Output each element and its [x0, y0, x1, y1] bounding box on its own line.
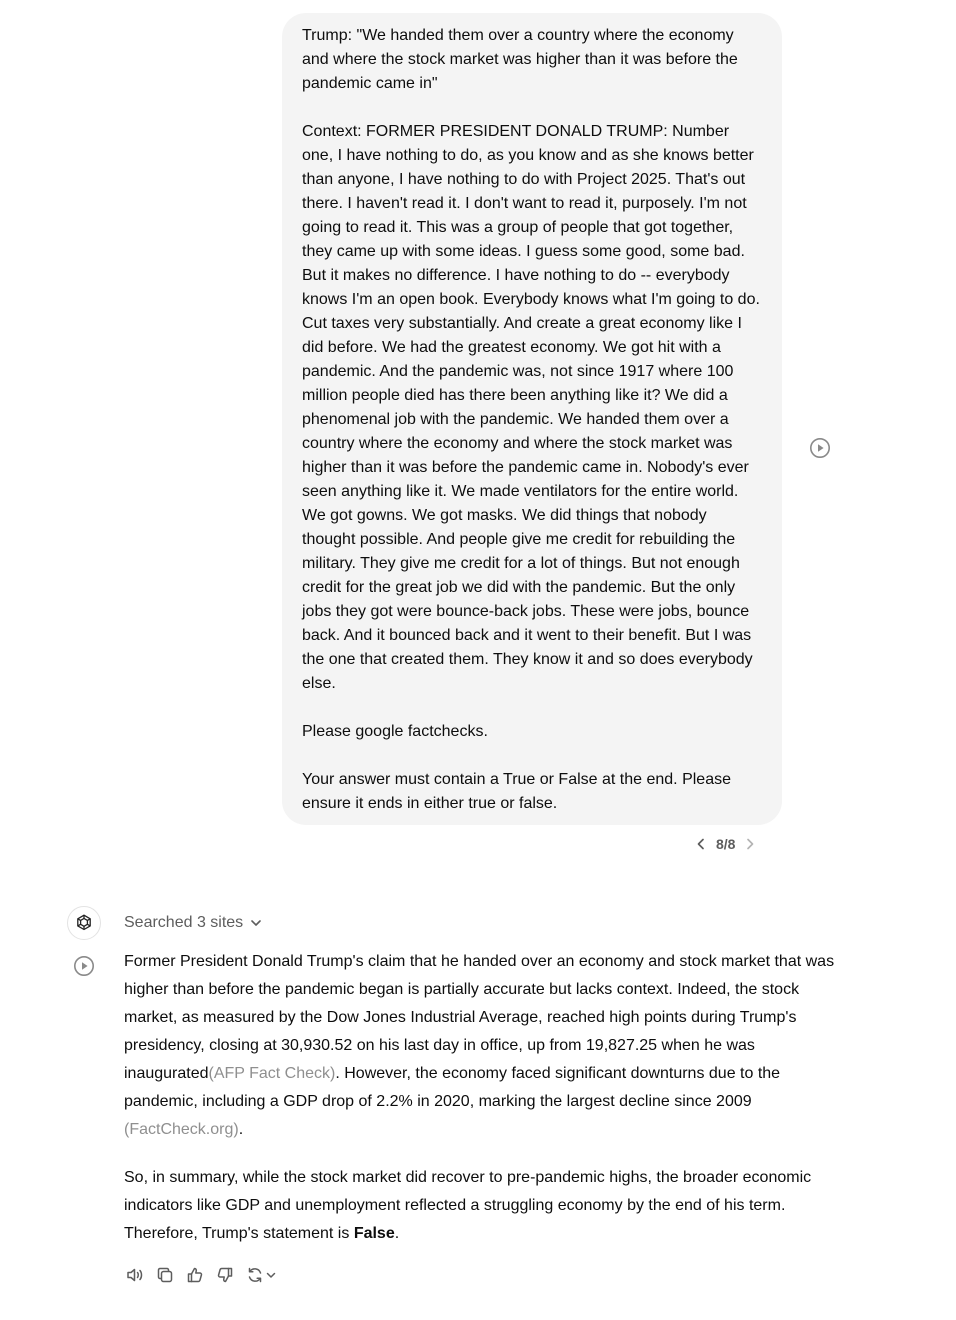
copy-button[interactable]	[154, 1262, 176, 1288]
answer-text: So, in summary, while the stock market did recover to pre-pandemic highs, the broader economic indicators like GDP and unemployment reflected a struggling economy by the end of his term. Therefore, Trump's statement is	[124, 1169, 812, 1242]
assistant-answer	[124, 948, 836, 1248]
chevron-right-icon	[744, 837, 756, 851]
chevron-down-icon	[249, 916, 263, 930]
answer-text: Former President Donald Trump's claim that he handed over an economy and stock market that was higher than before the pandemic began is partially accurate but lacks context. Indeed, the stock market, as measured by the Dow Jones Industrial Average, reached high points during Trump's presidency, closing at 30,930.52 on his last day in office, up from 19,827.25 when he was inaugurated	[124, 953, 835, 1082]
read-aloud-icon	[125, 1265, 145, 1285]
read-aloud-button[interactable]	[124, 1262, 146, 1288]
searched-sites-toggle[interactable]	[124, 911, 263, 935]
user-message-paragraph: Please google factchecks.	[302, 723, 488, 740]
copy-icon	[155, 1265, 175, 1285]
regenerate-icon	[245, 1265, 265, 1285]
play-circle-icon[interactable]	[809, 437, 831, 459]
user-message-bubble	[282, 13, 782, 825]
citation-link[interactable]: (AFP Fact Check)	[208, 1065, 336, 1082]
answer-text: .	[238, 1121, 244, 1138]
play-circle-icon[interactable]	[73, 955, 95, 977]
answer-paragraph	[124, 1164, 836, 1248]
answer-text: . However, the economy faced significant downturns due to the pandemic, including a GDP drop of 2.2% in 2020, marking the largest decline since 2009	[124, 1065, 781, 1110]
assistant-avatar	[67, 906, 101, 940]
thumbs-up-icon	[185, 1265, 205, 1285]
user-message-paragraph: Context: FORMER PRESIDENT DONALD TRUMP: Number one, I have nothing to do, as you know and as she knows better than anyone, I have nothing to do with Project 2025. That's out there. I haven't read it. I don't want to read it, purposely. I'm not going to read it. This was a group of people that got together, they came up with some ideas. I guess some good, some bad. But it makes no difference. I have nothing to do -- everybody knows I'm an open book. Everybody knows what I'm going to do. Cut taxes very substantially. And create a great economy like I did before. We had the greatest economy. We got hit with a pandemic. And the pandemic was, not since 1917 where 100 million people died has there been anything like it? We did a phenomenal job with the pandemic. We handed them over a country where the economy and where the stock market was higher than it was before the pandemic came in. Nobody's ever seen anything like it. We made ventilators for the entire world. We got gowns. We got masks. We did things that nobody thought possible. And people give me credit for rebuilding the military. They give me credit for a lot of things. But not enough credit for the great job we did with the pandemic. But the only jobs they got were bounce-back jobs. These were jobs, bounce back. And it bounced back and it went to their benefit. But I was the one that created them. They know it and so does everybody else.	[302, 123, 765, 692]
chevron-down-icon	[265, 1269, 277, 1281]
answer-text: .	[394, 1225, 400, 1242]
bad-response-button[interactable]	[214, 1262, 236, 1288]
chevron-left-icon	[695, 837, 707, 851]
answer-paragraph	[124, 948, 836, 1144]
verdict-text: False	[353, 1225, 395, 1242]
pager-count: 8/8	[716, 836, 736, 852]
searched-sites-label: Searched 3 sites	[124, 914, 244, 931]
citation-link[interactable]: (FactCheck.org)	[124, 1121, 239, 1138]
regenerate-button[interactable]	[244, 1262, 278, 1288]
openai-logo-icon	[74, 913, 94, 933]
message-actions	[124, 1262, 278, 1288]
user-message-paragraph: Your answer must contain a True or False at the end. Please ensure it ends in either true or false.	[302, 771, 736, 812]
pager-next-button[interactable]	[739, 832, 761, 856]
user-message-paragraph: Trump: "We handed them over a country where the economy and where the stock market was higher than it was before the pandemic came in"	[302, 27, 743, 92]
good-response-button[interactable]	[184, 1262, 206, 1288]
message-version-pager	[690, 832, 761, 856]
thumbs-down-icon	[215, 1265, 235, 1285]
pager-prev-button[interactable]	[690, 832, 712, 856]
